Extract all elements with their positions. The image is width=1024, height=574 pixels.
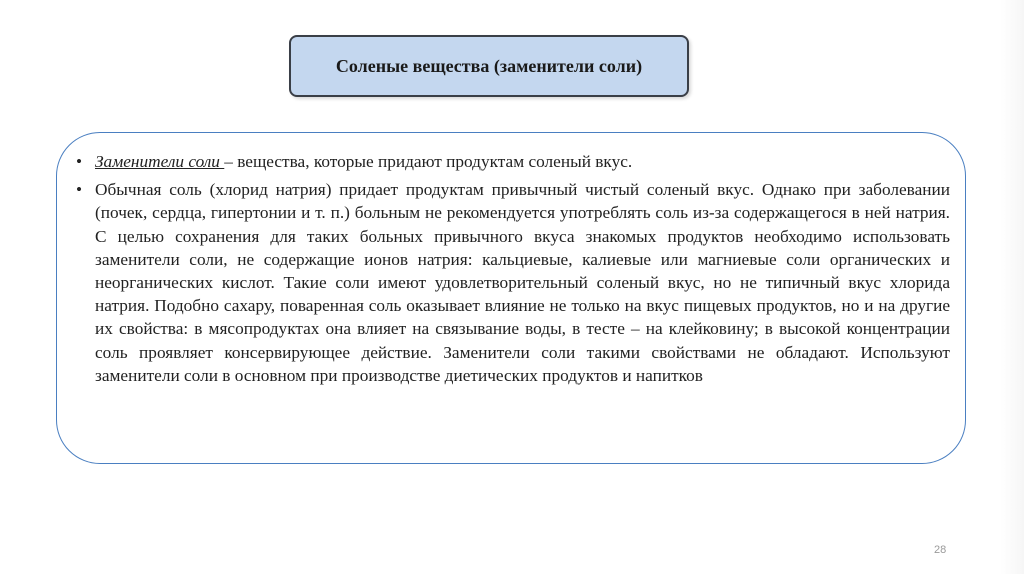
slide-title: Соленые вещества (заменители соли) (335, 55, 643, 76)
bullet-definition (76, 150, 950, 173)
definition-term: Заменители соли (95, 152, 225, 171)
bullet-list (76, 150, 950, 392)
paragraph-text: Обычная соль (хлорид натрия) придает продуктам привычный чистый соленый вкус. Однако при заболевании (почек, сердца, гипертонии и т. п.) больным не рекомендуется употреблять соль из-за содержащегося в ней натрия. С целью сохранения для таких больных привычного вкуса знакомых продуктов необходимо использовать заменители соли, не содержащие ионов натрия: кальциевые, калиевые или магниевые соли органических и неорганических кислот. Такие соли имеют удовлетворительный соленый вкус, но не типичный вкус хлорида натрия. Подобно сахару, поваренная соль оказывает влияние не только на вкус пищевых продуктов, но и на другие их свойства: в мясопродуктах она влияет на связывание воды, в тесте – на клейковину; в высокой концентрации соль проявляет консервирующее действие. Заменители соли такими свойствами не обладают. Используют заменители соли в основном при производстве диетических продуктов и напитков (95, 180, 950, 385)
bullet-dot-icon: • (76, 180, 83, 200)
bullet-dot-icon: • (76, 152, 83, 171)
bullet-paragraph (76, 178, 950, 387)
page-number: 28 (934, 544, 947, 556)
slide-edge-shading (1000, 0, 1024, 574)
title-box (289, 35, 689, 97)
definition-text: – вещества, которые придают продуктам соленый вкус. (224, 152, 633, 171)
